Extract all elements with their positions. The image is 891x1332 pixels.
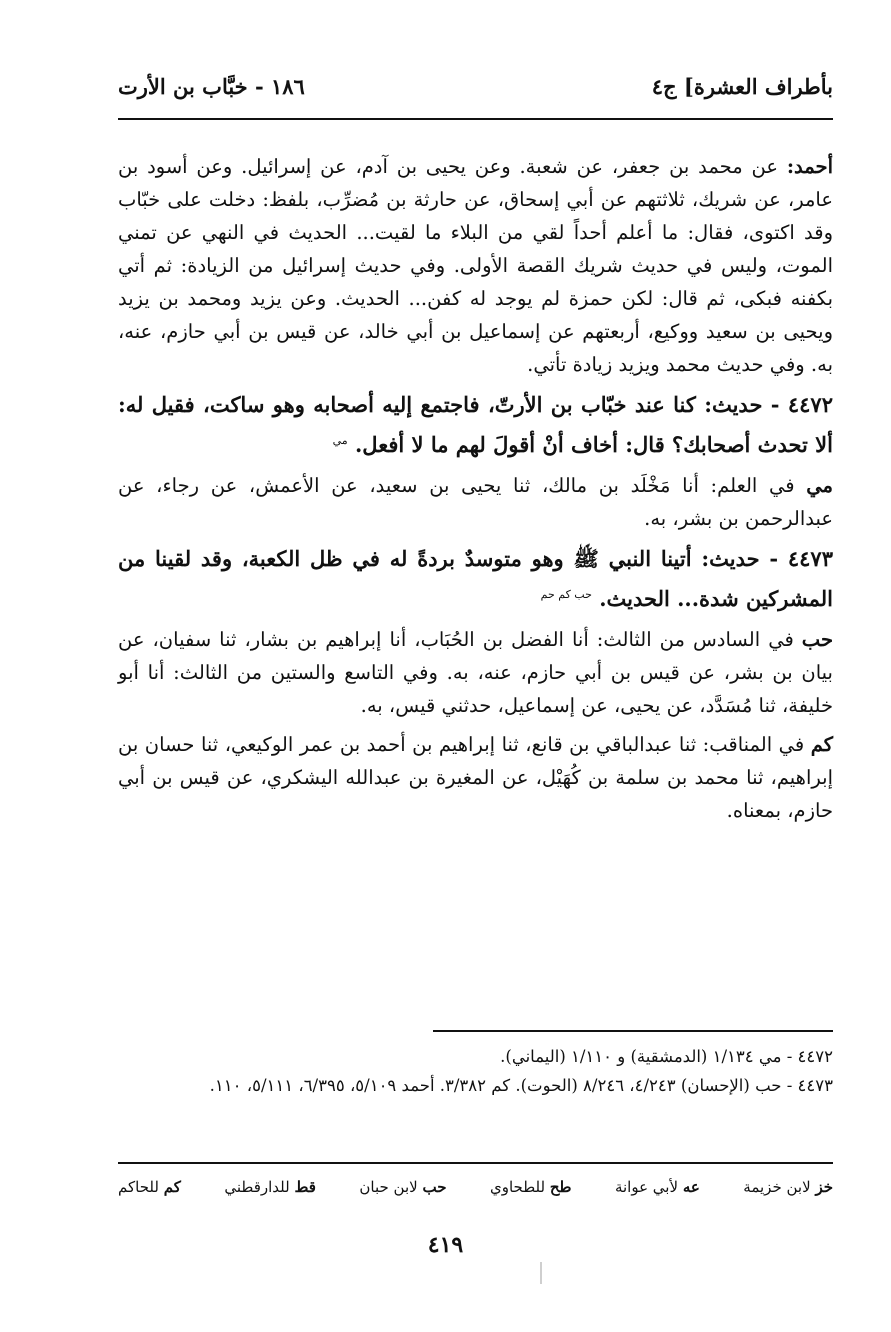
- main-text: [118, 150, 833, 833]
- abbreviation-key: [118, 1178, 833, 1196]
- abbr-item: حب لابن حبان: [359, 1178, 447, 1196]
- source-lead: حب: [801, 628, 833, 651]
- source-lead: مي: [806, 474, 833, 497]
- footnote-4473: ٤٤٧٣ - حب (الإحسان) ٤/٢٤٣، ٨/٢٤٦ (الحوت). كم ٣/٣٨٢. أحمد ٥/١٠٩، ٦/٣٩٥، ٥/١١١، ١١٠.: [209, 1076, 833, 1095]
- abbr-item: عه لأبي عوانة: [614, 1178, 700, 1196]
- paragraph-mi: [118, 469, 833, 535]
- abbr-item: كم للحاكم: [118, 1178, 181, 1196]
- scan-mark: [540, 1262, 542, 1284]
- hadith-sigla: مي: [332, 434, 348, 447]
- hadith-4473: [118, 541, 833, 617]
- paragraph-hb: [118, 623, 833, 722]
- hadith-sigla: حب كم حم: [540, 588, 592, 601]
- paragraph-text: في العلم: أنا مَخْلَد بن مالك، ثنا يحيى بن سعيد، عن الأعمش، عن رجاء، عن عبدالرحمن بن بشر، به.: [118, 474, 833, 530]
- header-book-title: بأطراف العشرة] ج٤: [651, 73, 833, 99]
- paragraph-text: في السادس من الثالث: أنا الفضل بن الحُبَاب، أنا إبراهيم بن بشار، ثنا سفيان، عن بيان بن بشر، عن قيس بن أبي حازم، عنه، به. وفي التاسع والستين من الثالث: أنا أبو خليفة، ثنا مُسَدَّد، عن يحيى، عن إسماعيل، حدثني قيس، به.: [118, 628, 833, 717]
- hadith-text: - حديث: كنا عند خبّاب بن الأرتّ، فاجتمع إليه أصحابه وهو ساكت، فقيل له: ألا تحدث أصحابك؟ قال: أخاف أنْ أقولَ لهم ما لا أفعل.: [118, 392, 833, 457]
- footnote-rule: [433, 1030, 833, 1032]
- paragraph-km: [118, 728, 833, 827]
- header-rule: [118, 118, 833, 120]
- abbr-item: قط للدارقطني: [224, 1178, 316, 1196]
- source-lead: كم: [810, 733, 833, 756]
- abbr-item: خز لابن خزيمة: [743, 1178, 833, 1196]
- abbr-item: طح للطحاوي: [489, 1178, 572, 1196]
- footnotes: [118, 1042, 833, 1100]
- header-chapter-title: ١٨٦ - خبَّاب بن الأرت: [118, 73, 305, 99]
- hadith-4472: [118, 387, 833, 463]
- running-header: [118, 68, 833, 104]
- hadith-number: ٤٤٧٢: [787, 392, 833, 417]
- source-lead: أحمد:: [786, 155, 833, 178]
- abbreviation-rule: [118, 1162, 833, 1164]
- paragraph-text: في المناقب: ثنا عبدالباقي بن قانع، ثنا إبراهيم بن أحمد بن عمر الوكيعي، ثنا حسان بن إبراهيم، ثنا محمد بن سلمة بن كُهَيْل، عن المغيرة بن عبدالله اليشكري، عن قيس بن أبي حازم، بمعناه.: [118, 733, 833, 822]
- hadith-text: - حديث: أتينا النبي ﷺ وهو متوسدٌ بردةً له في ظل الكعبة، وقد لقينا من المشركين شدة... الحديث.: [118, 546, 833, 611]
- paragraph-text: عن محمد بن جعفر، عن شعبة. وعن يحيى بن آدم، عن إسرائيل. وعن أسود بن عامر، عن شريك، ثلاثتهم عن أبي إسحاق، عن حارثة بن مُضرِّب، بلفظ: دخلت على خبّاب وقد اكتوى، فقال: ما أعلم أحداً لقي من البلاء ما لقيت... الحديث في النهي عن تمني الموت، وليس في حديث شريك القصة الأولى. وفي حديث إسرائيل من الزيادة: ثم أتي بكفنه فبكى، ثم قال: لكن حمزة لم يوجد له كفن... الحديث. وعن يزيد ومحمد بن يزيد ويحيى بن سعيد ووكيع، أربعتهم عن إسماعيل بن أبي خالد، عن قيس بن أبي حازم، عنه، به. وفي حديث محمد ويزيد زيادة تأتي.: [118, 155, 833, 376]
- paragraph-ahmad: [118, 150, 833, 381]
- hadith-number: ٤٤٧٣: [787, 546, 833, 571]
- footnote-4472: ٤٤٧٢ - مي ١/١٣٤ (الدمشقية) و ١/١١٠ (اليماني).: [500, 1047, 833, 1066]
- page-number: ٤١٩: [427, 1232, 464, 1258]
